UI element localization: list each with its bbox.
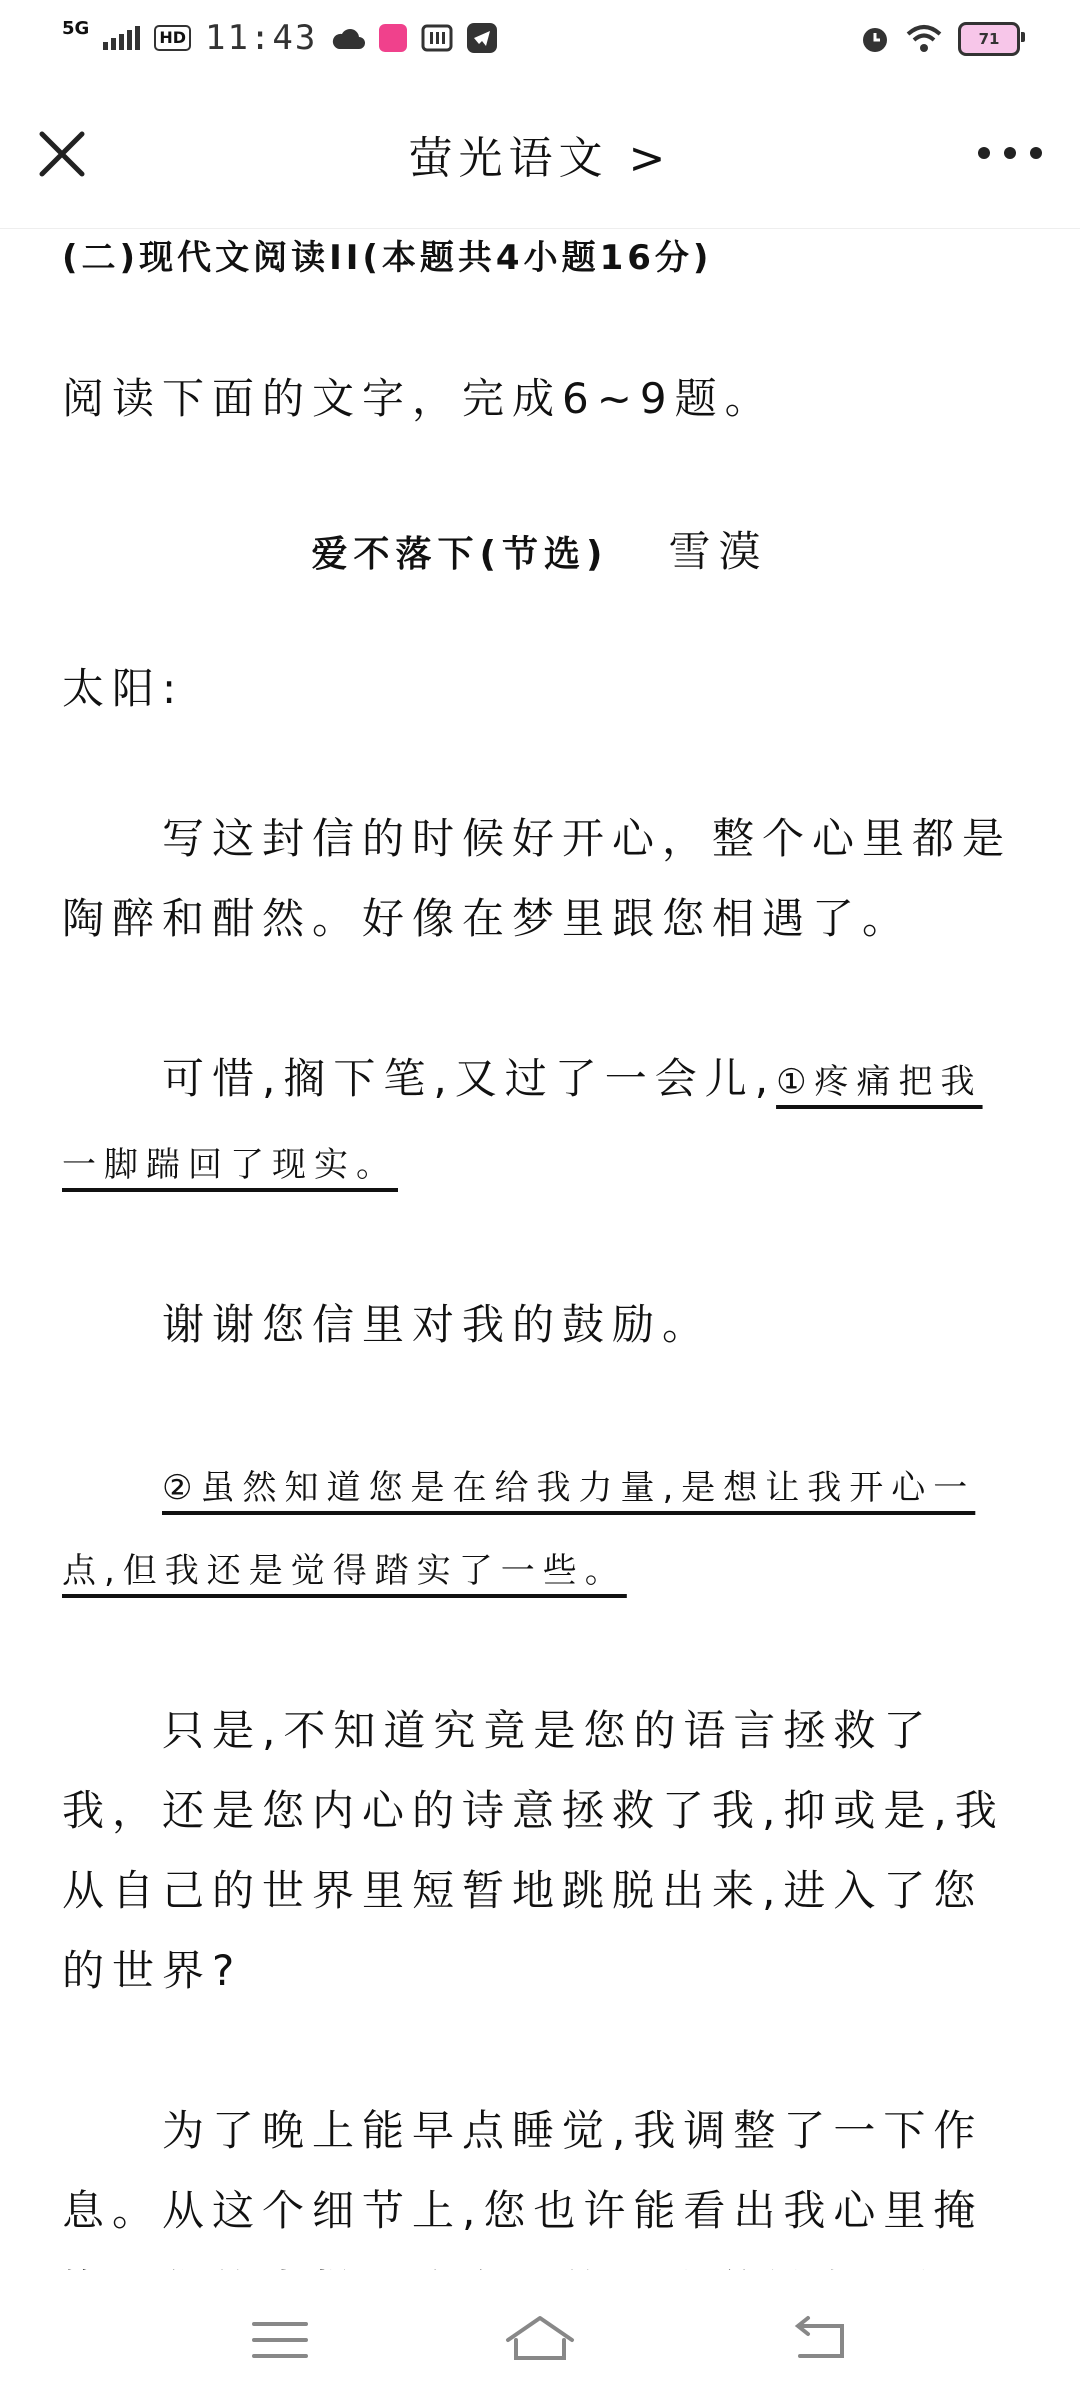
paragraph-4: [62, 1445, 1018, 1611]
paragraph-3: 谢谢您信里对我的鼓励。: [162, 1300, 713, 1349]
poem-author: 雪漠: [668, 527, 769, 576]
alarm-icon: [860, 24, 890, 54]
underlined-sentence-2: ②虽然知道您是在给我力量,是想让我开心一点,但我还是觉得踏实了一些。: [62, 1468, 976, 1591]
iqiyi-icon: [421, 24, 453, 52]
battery-level: 71: [978, 30, 1000, 48]
paragraph-2: [62, 1039, 1018, 1205]
network-label: 5G: [62, 17, 90, 39]
paragraph-1: 写这封信的时候好开心，整个心里都是陶醉和酣然。好像在梦里跟您相遇了。: [62, 814, 1013, 943]
menu-nav-icon[interactable]: [240, 2310, 320, 2370]
underlined-sentence-1: ①疼痛把我一脚踹回了现实。: [62, 1062, 983, 1185]
home-nav-icon[interactable]: [500, 2310, 580, 2370]
back-nav-icon[interactable]: [780, 2310, 860, 2370]
salutation: 太阳:: [62, 664, 185, 713]
page-title[interactable]: 萤光语文 >: [408, 133, 672, 184]
instruction-text: 阅读下面的文字，完成6~9题。: [62, 374, 775, 423]
wifi-icon: [906, 24, 942, 54]
cloud-icon: [331, 25, 365, 51]
system-nav-bar: [0, 2270, 1080, 2408]
app-pink-icon: [379, 24, 407, 52]
hd-badge: HD: [154, 25, 191, 51]
section-heading: (二)现代文阅读II(本题共4小题16分): [62, 238, 713, 278]
status-time: 11:43: [204, 18, 318, 58]
article-content: [62, 230, 1018, 2270]
more-options-icon[interactable]: [978, 138, 1042, 168]
status-bar: [0, 0, 1080, 80]
app-header: [0, 80, 1080, 229]
paragraph-5: 只是,不知道究竟是您的语言拯救了我，还是您内心的诗意拯救了我,抑或是,我从自己的世界里短暂地跳脱出来,进入了您的世界?: [62, 1706, 1005, 1995]
battery-icon: [958, 22, 1020, 56]
paragraph-2-text: 可惜,搁下笔,又过了一会儿,: [162, 1054, 777, 1103]
paragraph-6: 为了晚上能早点睡觉,我调整了一下作息。从这个细节上,您也许能看出我心里掩: [62, 2106, 984, 2235]
poem-title-line: [62, 519, 1018, 579]
poem-title: 爱不落下(节选): [311, 534, 609, 575]
telegram-icon: [467, 23, 497, 53]
signal-icon: [103, 26, 140, 50]
